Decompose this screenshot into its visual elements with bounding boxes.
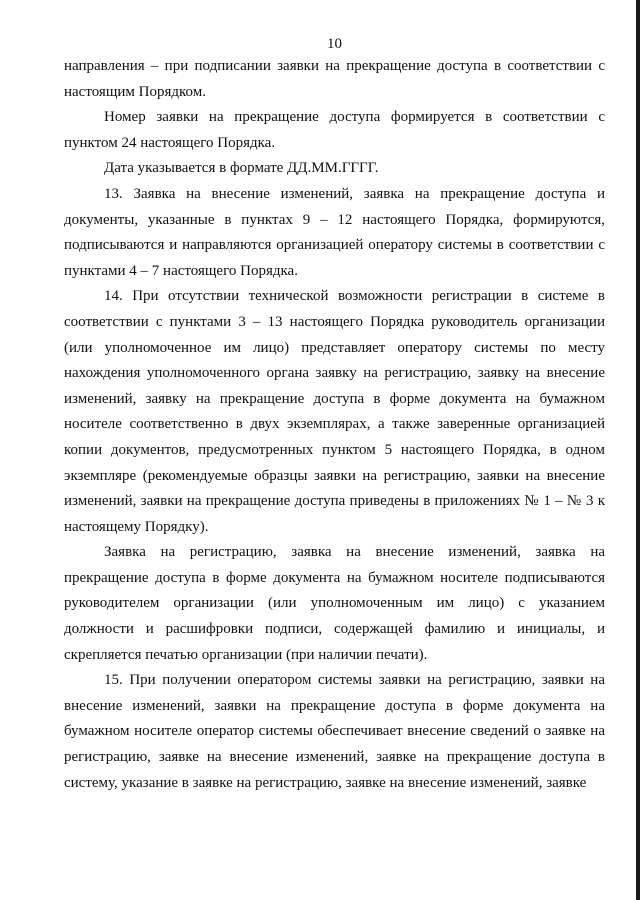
page-number: 10 <box>327 36 342 52</box>
paragraph-5: 14. При отсутствии технической возможности регистрации в системе в соответствии с пунктами 3 – 13 настоящего Порядка руководитель организации (или уполномоченное им лицо) представляет оператору системы по месту нахождения уполномоченного органа заявку на регистрацию, заявку на внесение изменений, заявку на прекращение доступа в форме документа на бумажном носителе соответственно в двух экземплярах, а также заверенные организацией копии документов, предусмотренных пунктом 5 настоящего Порядка, в одном экземпляре (рекомендуемые образцы заявки на регистрацию, заявки на внесение изменений, заявки на прекращение доступа приведены в приложениях № 1 – № 3 к настоящему Порядку). <box>64 288 605 535</box>
scan-edge <box>636 0 640 900</box>
paragraph-3: Дата указывается в формате ДД.ММ.ГГГГ. <box>104 160 379 177</box>
paragraph-4: 13. Заявка на внесение изменений, заявка на прекращение доступа и документы, указанные в пунктах 9 – 12 настоящего Порядка, формируются, подписываются и направляются организацией оператору системы в соответствии с пунктами 4 – 7 настоящего Порядка. <box>64 185 605 279</box>
paragraph-7: 15. При получении оператором системы заявки на регистрацию, заявки на внесение изменений, заявки на прекращение доступа в форме документа на бумажном носителе оператор системы обеспечивает внесение сведений о заявке на регистрацию, заявке на внесение изменений, заявке на прекращение доступа в систему, указание в заявке на регистрацию, заявке на внесение изменений, заявке <box>64 672 605 791</box>
paragraph-1: направления – при подписании заявки на прекращение доступа в соответствии с настоящим Порядком. <box>64 58 605 100</box>
paragraph-2: Номер заявки на прекращение доступа формируется в соответствии с пунктом 24 настоящего Порядка. <box>64 109 605 151</box>
paragraph-6: Заявка на регистрацию, заявка на внесение изменений, заявка на прекращение доступа в форме документа на бумажном носителе подписываются руководителем организации (или уполномоченным им лицо) с указанием должности и расшифровки подписи, содержащей фамилию и инициалы, и скрепляется печатью организации (при наличии печати). <box>64 544 605 663</box>
